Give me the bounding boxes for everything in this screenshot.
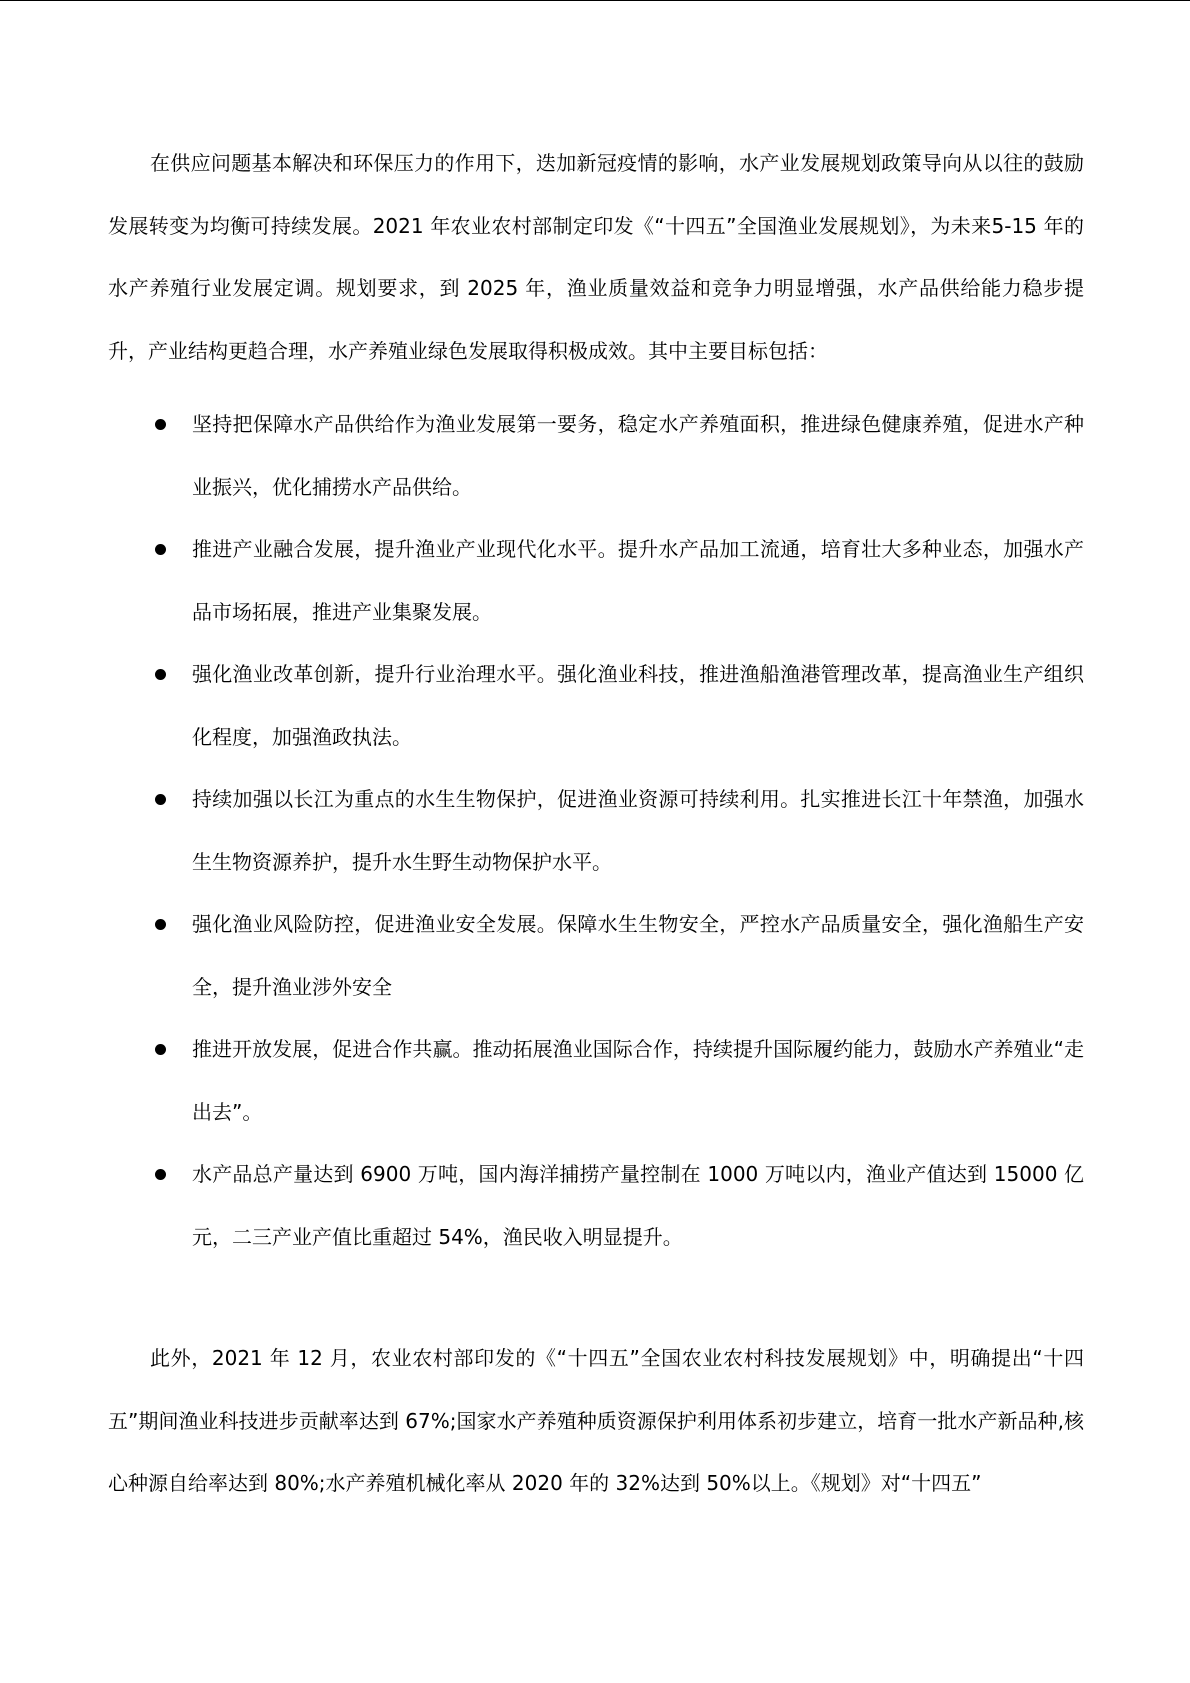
bullet-dot-icon [155,669,166,680]
goal-item-2 [108,518,1084,643]
goal-item-6 [108,1018,1084,1143]
bullet-dot-icon [155,794,166,805]
bullet-dot-icon [155,419,166,430]
goal-text: 强化渔业风险防控，促进渔业安全发展。保障水生生物安全，严控水产品质量安全，强化渔船生产安全，提升渔业涉外安全 [192,912,1084,999]
goal-item-4 [108,768,1084,893]
bullet-dot-icon [155,1044,166,1055]
intro-paragraph: 在供应问题基本解决和环保压力的作用下，迭加新冠疫情的影响，水产业发展规划政策导向从以往的鼓励发展转变为均衡可持续发展。2021 年农业农村部制定印发《“十四五”全国渔业发展规划》，为未来5-15 年的水产养殖行业发展定调。规划要求，到 2025 年，渔业质量效益和竞争力明显增强，水产品供给能力稳步提升，产业结构更趋合理，水产养殖业绿色发展取得积极成效。其中主要目标包括： [108,151,1084,363]
goal-item-7 [108,1143,1084,1268]
goal-text: 水产品总产量达到 6900 万吨，国内海洋捕捞产量控制在 1000 万吨以内，渔业产值达到 15000 亿元，二三产业产值比重超过 54%，渔民收入明显提升。 [192,1162,1084,1249]
goal-text: 强化渔业改革创新，提升行业治理水平。强化渔业科技，推进渔船渔港管理改革，提高渔业生产组织化程度，加强渔政执法。 [192,662,1084,749]
goal-text: 持续加强以长江为重点的水生生物保护，促进渔业资源可持续利用。扎实推进长江十年禁渔，加强水生生物资源养护，提升水生野生动物保护水平。 [192,787,1084,874]
top-border-line [0,0,1190,1]
goal-text: 推进开放发展，促进合作共赢。推动拓展渔业国际合作，持续提升国际履约能力，鼓励水产养殖业“走出去”。 [192,1037,1084,1124]
goal-text: 坚持把保障水产品供给作为渔业发展第一要务，稳定水产养殖面积，推进绿色健康养殖，促进水产种业振兴，优化捕捞水产品供给。 [192,412,1084,499]
goals-list [108,393,1084,1268]
closing-paragraph: 此外，2021 年 12 月，农业农村部印发的《“十四五”全国农业农村科技发展规划》中，明确提出“十四五”期间渔业科技进步贡献率达到 67%;国家水产养殖种质资源保护利用体系初步建立，培育一批水产新品种,核心种源自给率达到 80%;水产养殖机械化率从 2020 年的 32%达到 50%以上。《规划》对“十四五” [108,1346,1084,1495]
bullet-dot-icon [155,1169,166,1180]
bullet-dot-icon [155,919,166,930]
bullet-dot-icon [155,544,166,555]
goal-item-1 [108,393,1084,518]
goal-item-3 [108,643,1084,768]
goal-text: 推进产业融合发展，提升渔业产业现代化水平。提升水产品加工流通，培育壮大多种业态，加强水产品市场拓展，推进产业集聚发展。 [192,537,1084,624]
goal-item-5 [108,893,1084,1018]
